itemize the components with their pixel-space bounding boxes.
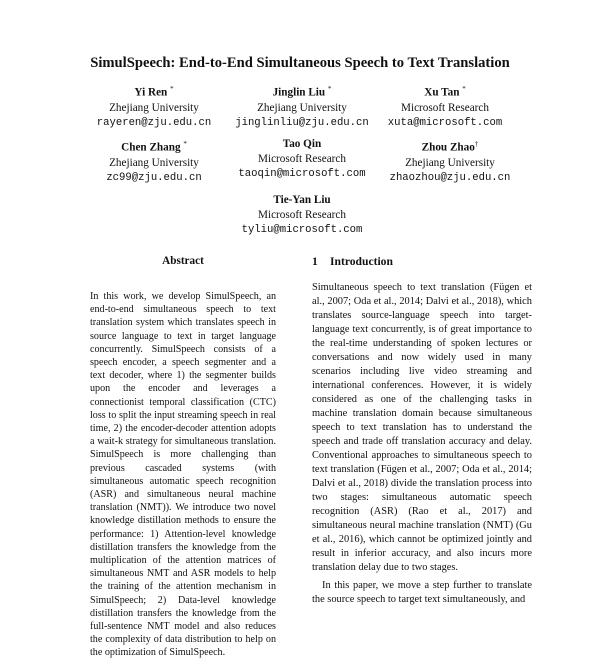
author-block-xu-tan	[365, 82, 525, 131]
author-name	[74, 82, 234, 101]
author-name	[370, 137, 530, 156]
author-name-text: Tie-Yan Liu	[273, 194, 331, 206]
abstract-text: In this work, we develop SimulSpeech, an end-to-end simultaneous speech to text translation system which translates speech in source language to text in target language concurrently. SimulSpeech consists of a speech encoder, a speech segmenter and a text decoder, where 1) the segmenter builds upon the encoder and leverages a connectionist temporal classification (CTC) loss to split the input streaming speech in real time, 2) the encoder-decoder attention adopts a wait-k strategy for simultaneous translation. SimulSpeech is more challenging than previous cascaded systems (with simultaneous automatic speech recognition (ASR) and simultaneous neural machine translation (NMT)). We introduce two novel knowledge distillation methods to ensure the performance: 1) Attention-level knowledge distillation transfers the knowledge from the multiplication of the attention matrices of simultaneous NMT and ASR models to help the training of the attention mechanism in SimulSpeech; 2) Data-level knowledge distillation transfers the knowledge from the full-sentence NMT model and also reduces the complexity of data distribution to help on the optimization of SimulSpeech.	[90, 291, 276, 659]
author-email: tyliu@microsoft.com	[241, 224, 363, 236]
author-block-jinglin-liu	[222, 82, 382, 131]
author-affiliation: Microsoft Research	[258, 209, 346, 221]
author-name	[365, 82, 525, 101]
author-name-text: Jinglin Liu	[272, 86, 326, 99]
introduction-body	[312, 281, 532, 605]
author-name-text: Yi Ren	[134, 86, 168, 99]
author-affiliation: Microsoft Research	[401, 101, 489, 114]
section-title: Introduction	[330, 255, 393, 268]
author-email: jinglinliu@zju.edu.cn	[235, 116, 369, 129]
author-name-text: Tao Qin	[282, 138, 322, 150]
author-mark: *	[327, 85, 332, 93]
author-name	[74, 137, 234, 156]
author-block-yi-ren	[74, 82, 234, 131]
author-block-tao-qin	[222, 137, 382, 182]
author-affiliation: Zhejiang University	[405, 156, 495, 169]
intro-paragraph-2: In this paper, we move a step further to translate the source speech to target text simultaneously, and	[312, 580, 532, 605]
author-name-text: Zhou Zhao	[421, 141, 475, 154]
author-name	[222, 82, 382, 101]
author-block-zhou-zhao	[370, 137, 530, 186]
author-affiliation: Zhejiang University	[257, 101, 347, 114]
author-affiliation: Zhejiang University	[109, 156, 199, 169]
author-affiliation: Microsoft Research	[258, 153, 346, 165]
author-name	[222, 193, 382, 208]
author-email: zhaozhou@zju.edu.cn	[389, 171, 511, 184]
author-mark: *	[183, 140, 187, 148]
author-email: taoqin@microsoft.com	[238, 168, 366, 180]
author-affiliation: Zhejiang University	[109, 101, 199, 114]
paper-title: SimulSpeech: End-to-End Simultaneous Speech to Text Translation	[90, 55, 510, 71]
author-mark: †	[474, 140, 479, 148]
author-email: zc99@zju.edu.cn	[106, 171, 202, 184]
section-number: 1	[312, 255, 318, 268]
author-name-text: Chen Zhang	[121, 141, 181, 154]
author-mark: *	[462, 85, 466, 93]
author-email: rayeren@zju.edu.cn	[96, 116, 212, 129]
abstract-heading: Abstract	[162, 255, 204, 267]
author-block-chen-zhang	[74, 137, 234, 186]
author-block-tie-yan-liu	[222, 193, 382, 238]
author-name-text: Xu Tan	[424, 86, 460, 99]
section-heading-introduction	[312, 255, 532, 268]
author-name	[222, 137, 382, 152]
author-mark: *	[170, 85, 174, 93]
author-email: xuta@microsoft.com	[387, 116, 503, 129]
intro-paragraph-1: Simultaneous speech to text translation (Fügen et al., 2007; Oda et al., 2014; Dalvi et al., 2018), which translates source-language speech into target-language text concurrently, is of great importance to the real-time understanding of spoken lectures or conversations and now widely used in many scenarios including live video streaming and international conferences. However, it is widely considered as one of the challenging tasks in machine translation domain because simultaneous speech to text translation has to understand the speech and trade off translation accuracy and delay. Conventional approaches to simultaneous speech to text translation (Fügen et al., 2007; Oda et al., 2014; Dalvi et al., 2018) divide the translation process into two stages: simultaneous automatic speech recognition (ASR) (Rao et al., 2017) and simultaneous neural machine translation (NMT) (Gu et al., 2016), which cannot be optimized jointly and result in inferior accuracy, and also incurs more translation delay due to two stages.	[312, 282, 532, 573]
